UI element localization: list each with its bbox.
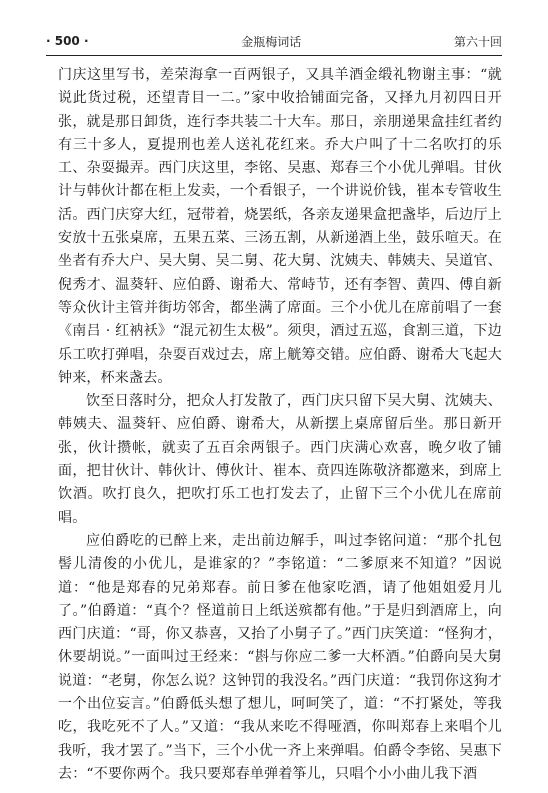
chapter-title: 第六十回 [453,34,502,49]
paragraph: 饮至日落时分，把众人打发散了，西门庆只留下吴大舅、沈姨夫、韩姨夫、温葵轩、应伯爵、谢希大，从新摆上桌席留后坐。那日新开张，伙计攒帐，就卖了五百余两银子。西门庆满心欢喜，晚夕收了铺面，把甘伙计、韩伙计、傅伙计、崔本、贲四连陈敬济都邀来，到席上饮酒。吹打良久，把吹打乐工也打发去了，止留下三个小优儿在席前唱。 [58,393,502,526]
page-body [58,64,502,786]
page-number: · 500 · [46,34,89,48]
paragraph: 应伯爵吃的已醉上来，走出前边解手，叫过李铭问道：“那个扎包髻儿清俊的小优儿，是谁家的？”李铭道：“二爹原来不知道？”因说道：“他是郑春的兄弟郑春。前日爹在他家吃酒，请了他姐姐爱月儿了。”伯爵道：“真个？怪道前日上纸送殡都有他。”于是归到酒席上，向西门庆道：“哥，你又恭喜，又抬了小舅子了。”西门庆笑道：“怪狗才，休要胡说。”一面叫过王经来：“斟与你应二爹一大杯酒。”伯爵向吴大舅说道：“老舅，你怎么说？这钟罚的我没名。”西门庆道：“我罚你这狗才一个出位妄言。”伯爵低头想了想儿，呵呵笑了，道：“不打紧处，等我吃，我吃死不了人。”又道：“我从来吃不得哑酒，你叫郑春上来唱个儿我听，我才罢了。”当下，三个小优一齐上来弹唱。伯爵令李铭、吴惠下去：“不要你两个。我只要郑春单弹着筝儿，只唱个小小曲儿我下酒 [58,532,502,782]
header-rule [46,55,502,56]
page-header [46,30,502,52]
paragraph: 门庆这里写书，差荣海拿一百两银子，又具羊酒金缎礼物谢主事：“就说此货过税，还望青目一二。”家中收拾铺面完备，又择九月初四日开张，就是那日卸货，连行李共装二十大车。那日，亲朋递果盒挂红者约有三十多人，夏提刑也差人送礼花红来。乔大户叫了十二名吹打的乐工、杂耍撮弄。西门庆这里，李铭、吴惠、郑春三个小优儿弹唱。甘伙计与韩伙计都在柜上发卖，一个看银子，一个讲说价钱，崔本专管收生活。西门庆穿大红，冠带着，烧罢纸，各亲友递果盒把盏毕，后边厅上安放十五张桌席，五果五菜、三汤五割，从新递酒上坐，鼓乐喧天。在坐者有乔大户、吴大舅、吴二舅、花大舅、沈姨夫、韩姨夫、吴道官、倪秀才、温葵轩、应伯爵、谢希大、常峙节，还有李智、黄四、傅自新等众伙计主管并街坊邻舍，都坐满了席面。三个小优儿在席前唱了一套《南吕 · 红衲袄》“混元初生太极”。须臾，酒过五巡，食割三道，下边乐工吹打弹唱，杂耍百戏过去，席上觥筹交错。应伯爵、谢希大飞起大钟来，杯来盏去。 [58,67,502,386]
book-title: 金瓶梅词话 [241,34,302,49]
